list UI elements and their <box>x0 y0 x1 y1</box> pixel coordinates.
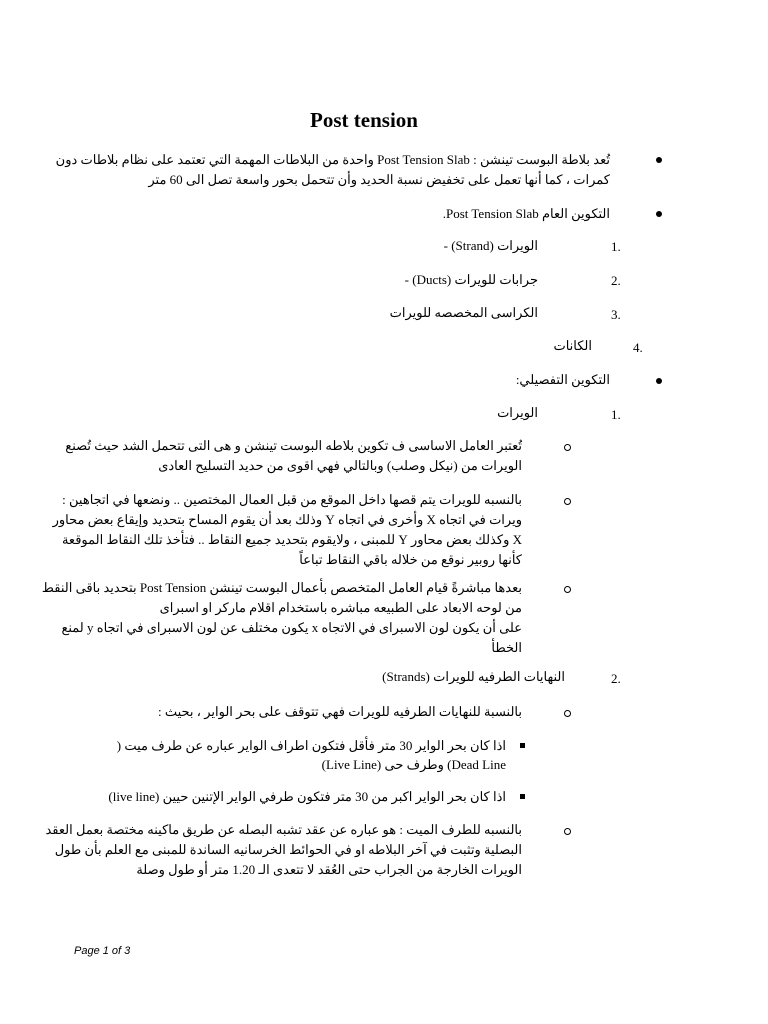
list-item-strand: الويرات (Strand) - <box>443 238 538 253</box>
page-title: Post tension <box>310 108 418 132</box>
strands-paragraph-3: على أن يكون لون الاسبراى في الاتجاه x يكون مختلف عن لون الاسبراى في اتجاه y لمنع <box>61 620 522 635</box>
strands-paragraph-3: الخطأ <box>491 640 522 655</box>
strands-paragraph-1: الويرات من (نيكل وصلب) وبالتالي فهي اقوى من حديد التسليح العادى <box>158 458 522 473</box>
bullet-square-icon <box>520 743 525 748</box>
bullet-circle-icon <box>564 828 571 835</box>
bullet-icon <box>656 378 662 384</box>
strands-paragraph-2: X وكذلك بعض محاور Y للمبنى ، ولايقوم بتحديد جميع النقاط .. فتأخذ تلك النقاط الموقعة <box>61 532 522 547</box>
bullet-circle-icon <box>564 444 571 451</box>
list-item-ducts: جرابات للويرات (Ducts) - <box>404 272 538 287</box>
page-footer: Page 1 of 3 <box>74 945 131 957</box>
strands-heading: الويرات <box>497 405 538 420</box>
strand-ends-heading: النهايات الطرفيه للويرات (Strands) <box>382 669 565 684</box>
strands-paragraph-2: ويرات في اتجاه X وأخرى في اتجاه Y وذلك بعد أن يقوم المساح بتحديد وإيقاع بعض محاور <box>52 512 522 527</box>
strand-ends-paragraph: بالنسبة للنهايات الطرفيه للويرات فهي تتوقف على بحر الواير ، بحيث : <box>157 704 522 719</box>
bullet-icon <box>656 157 662 163</box>
dead-end-paragraph: الويرات الخارجة من الجراب حتى العُقد لا تتعدى الـ 1.20 متر أو طول وصلة <box>136 862 522 877</box>
strands-paragraph-3: بعدها مباشرةً قيام العامل المتخصص بأعمال البوست تينشن Post Tension بتحديد باقى النقط <box>41 580 522 595</box>
dead-end-paragraph: بالنسبه للطرف الميت : هو عباره عن عقد تشبه البصله عن طريق ماكينه مختصة بعمل العقد <box>45 822 522 837</box>
bullet-square-icon <box>520 794 525 799</box>
bullet-circle-icon <box>564 710 571 717</box>
list-item-stirrups: الكانات <box>553 338 592 353</box>
dead-live-line-item: Dead Line) وطرف حى (Live Line) <box>321 757 506 772</box>
detailed-composition-heading: التكوين التفصيلي: <box>515 372 610 387</box>
strands-paragraph-2: بالنسبه للويرات يتم قصها داخل الموقع من قبل العمال المختصين .. ونضعها في اتجاهين : <box>62 492 522 507</box>
intro-line-1: تُعد بلاطة البوست تينشن : Post Tension Slab واحدة من البلاطات المهمة التي تعتمد على نظام بلاطات دون <box>55 152 610 167</box>
live-line-item: اذا كان بحر الواير اكبر من 30 متر فتكون طرفي الواير الإتنين حيين (live line) <box>108 789 506 804</box>
list-number: 3. <box>611 307 621 322</box>
dead-live-line-item: اذا كان بحر الواير 30 متر فأقل فتكون اطراف الواير عباره عن طرف ميت ( <box>116 738 506 753</box>
bullet-circle-icon <box>564 498 571 505</box>
bullet-icon <box>656 211 662 217</box>
list-number: 2. <box>611 671 621 686</box>
strands-paragraph-2: كأنها روبير نوقع من خلاله باقي النقاط تباعاً <box>299 552 522 567</box>
intro-line-2: كمرات ، كما أنها تعمل على تخفيض نسبة الحديد وأن تتحمل بحور واسعة تصل الى 60 متر <box>148 172 610 187</box>
general-composition-heading: التكوين العام Post Tension Slab. <box>442 206 610 221</box>
bullet-circle-icon <box>564 586 571 593</box>
list-number: 2. <box>611 273 621 288</box>
list-number: 1. <box>611 239 621 254</box>
list-number: 4. <box>633 340 643 355</box>
dead-end-paragraph: البصلية وتثبت في آخر البلاطه او في الحوائط الخرسانيه الساندة للمبنى مع العلم بأن طول <box>54 842 522 857</box>
list-item-chairs: الكراسى المخصصه للويرات <box>389 305 538 320</box>
list-number: 1. <box>611 407 621 422</box>
strands-paragraph-1: تُعتبر العامل الاساسى ف تكوين بلاطه البوست تينشن و هى التى تتحمل الشد حيث تُصنع <box>65 438 522 453</box>
strands-paragraph-3: من لوحه الابعاد على الطبيعه مباشره باستخدام اقلام ماركر او اسبراى <box>159 600 522 615</box>
